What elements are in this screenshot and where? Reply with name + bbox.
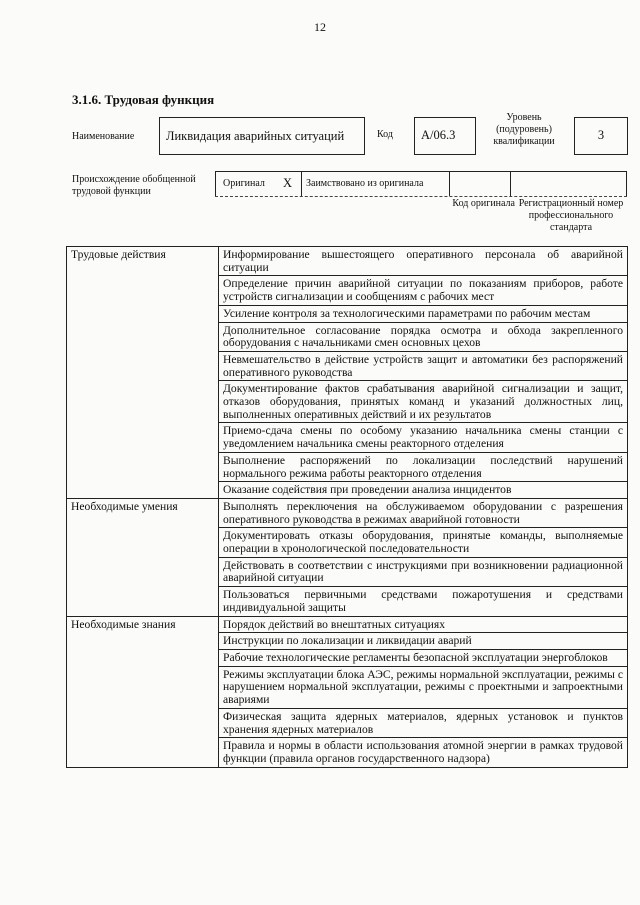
origin-label: Происхождение обобщенной трудовой функции [72,174,196,197]
origin-divider [510,172,511,196]
item-cell: Информирование вышестоящего оперативного персонала об аварийной ситуации [219,247,628,276]
origin-divider [449,172,450,196]
section-cell [67,322,219,351]
table-row [67,351,628,380]
table-row [67,738,628,767]
section-cell: Необходимые умения [67,498,219,527]
item-cell: Правила и нормы в области использования атомной энергии в рамках трудовой функции (правила органов государственного надзора) [219,738,628,767]
table-row [67,649,628,666]
section-cell: Трудовые действия [67,247,219,276]
item-cell: Пользоваться первичными средствами пожаротушения и средствами индивидуальной защиты [219,587,628,616]
name-label: Наименование [72,131,135,142]
name-value-box [159,117,365,155]
section-cell [67,276,219,305]
item-cell: Усиление контроля за технологическими параметрами по рабочим местам [219,305,628,322]
section-cell [67,649,219,666]
item-cell: Выполнение распоряжений по локализации последствий нарушений нормального режима работы реакторного отделения [219,452,628,481]
section-cell: Необходимые знания [67,616,219,633]
item-cell: Определение причин аварийной ситуации по показаниям приборов, работе устройств сигнализации и сообщениям с рабочих мест [219,276,628,305]
section-cell [67,423,219,452]
table-row [67,452,628,481]
function-table [66,246,628,768]
item-cell: Действовать в соответствии с инструкциями при возникновении радиационной аварийной ситуации [219,557,628,586]
level-value: 3 [597,128,605,142]
section-cell [67,738,219,767]
item-cell: Инструкции по локализации и ликвидации аварий [219,633,628,650]
table-row [67,633,628,650]
section-cell [67,305,219,322]
origin-divider [626,172,627,196]
section-cell [67,482,219,499]
table-row [67,557,628,586]
table-row [67,322,628,351]
table-row [67,708,628,737]
section-cell [67,381,219,423]
table-row [67,587,628,616]
table-row [67,498,628,527]
section-cell [67,528,219,557]
code-value: А/06.3 [421,128,456,142]
item-cell: Рабочие технологические регламенты безопасной эксплуатации энергоблоков [219,649,628,666]
table-row [67,247,628,276]
item-cell: Дополнительное согласование порядка осмотра и обхода закрепленного оборудования с начальниками смен основных цехов [219,322,628,351]
section-cell [67,452,219,481]
section-cell [67,708,219,737]
section-heading: 3.1.6. Трудовая функция [72,92,215,107]
item-cell: Приемо-сдача смены по особому указанию начальника смены станции с уведомлением начальника смены реакторного отделения [219,423,628,452]
borrowed-label: Заимствовано из оригинала [306,178,424,189]
item-cell: Выполнять переключения на обслуживаемом оборудовании с разрешения оперативного руководства в режимах аварийной готовности [219,498,628,527]
code-label: Код [377,129,393,140]
origin-divider [215,172,216,196]
section-cell [67,351,219,380]
table-row [67,423,628,452]
item-cell: Невмешательство в действие устройств защит и автоматики без распоряжений оперативного руководства [219,351,628,380]
table-row [67,305,628,322]
table-row [67,616,628,633]
section-cell [67,587,219,616]
section-cell [67,557,219,586]
item-cell: Документирование фактов срабатывания аварийной сигнализации и защит, отказов оборудования, принятых команд и указаний должностных лиц, выполненных оперативных действий и их результатов [219,381,628,423]
item-cell: Документировать отказы оборудования, принятые команды, выполняемые операции в хронологической последовательности [219,528,628,557]
origin-divider [301,172,302,196]
item-cell: Порядок действий во внештатных ситуациях [219,616,628,633]
name-value: Ликвидация аварийных ситуаций [166,129,345,143]
section-cell [67,666,219,708]
table-row [67,528,628,557]
item-cell: Режимы эксплуатации блока АЭС, режимы нормальной эксплуатации, режимы с нарушением нормальной эксплуатации, режимы с проектными и запроектными авариями [219,666,628,708]
original-mark: X [283,176,293,190]
item-cell: Оказание содействия при проведении анализа инцидентов [219,482,628,499]
level-value-box [574,117,628,155]
table-row [67,381,628,423]
section-cell [67,633,219,650]
origin-row [215,171,627,197]
table-row [67,666,628,708]
item-cell: Физическая защита ядерных материалов, ядерных установок и пунктов хранения ядерных материалов [219,708,628,737]
table-row [67,482,628,499]
level-label: Уровень (подуровень) квалификации [493,112,555,147]
code-original-caption: Код оригинала [452,198,515,209]
page-number: 12 [314,20,326,34]
original-label: Оригинал [223,178,265,189]
code-value-box [414,117,476,155]
table-row [67,276,628,305]
regnum-caption: Регистрационный номер профессионального стандарта [518,198,624,233]
